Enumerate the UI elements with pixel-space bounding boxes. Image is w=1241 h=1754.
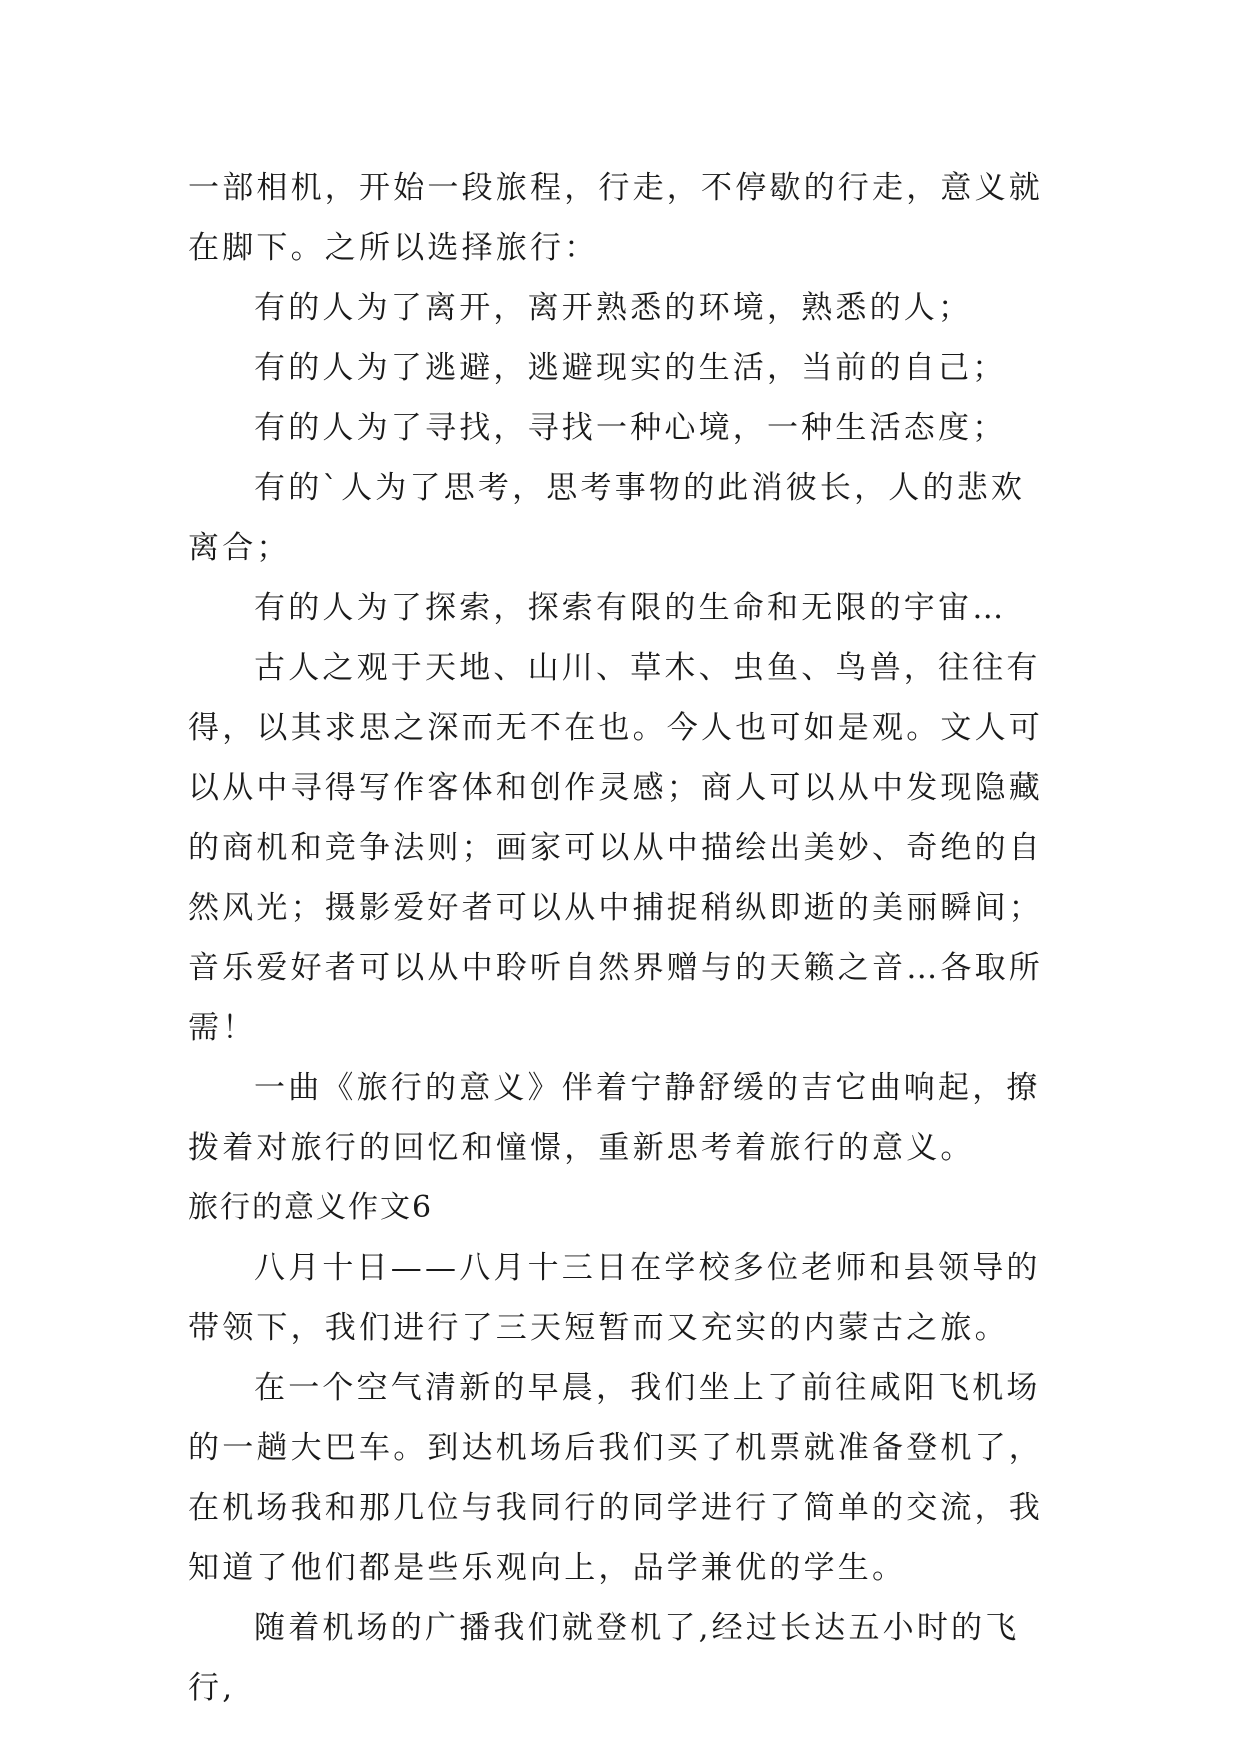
paragraph: 在一个空气清新的早晨，我们坐上了前往咸阳飞机场的一趟大巴车。到达机场后我们买了机票就准备登机了，在机场我和那几位与我同行的同学进行了简单的交流，我知道了他们都是些乐观向上，品学兼优的学生。 [188, 1370, 1043, 1586]
section-heading: 旅行的意义作文6 [188, 1190, 434, 1225]
document-body [188, 158, 1058, 1718]
paragraph: 有的人为了逃避，逃避现实的生活，当前的自己； [254, 350, 1007, 386]
paragraph: 随着机场的广播我们就登机了,经过长达五小时的飞行, [188, 1610, 1020, 1706]
paragraph: 八月十日——八月十三日在学校多位老师和县领导的带领下，我们进行了三天短暂而又充实的内蒙古之旅。 [188, 1250, 1041, 1346]
paragraph: 有的`人为了思考，思考事物的此消彼长，人的悲欢离合； [188, 470, 1026, 566]
paragraph: 古人之观于天地、山川、草木、虫鱼、鸟兽，往往有得，以其求思之深而无不在也。今人也可如是观。文人可以从中寻得写作客体和创作灵感；商人可以从中发现隐藏的商机和竞争法则；画家可以从中描绘出美妙、奇绝的自然风光；摄影爱好者可以从中捕捉稍纵即逝的美丽瞬间；音乐爱好者可以从中聆听自然界赠与的天籁之音…各取所需！ [188, 650, 1043, 1046]
paragraph: 有的人为了离开，离开熟悉的环境，熟悉的人； [254, 290, 973, 326]
paragraph: 一部相机，开始一段旅程，行走，不停歇的行走，意义就在脚下。之所以选择旅行： [188, 170, 1043, 266]
paragraph: 有的人为了寻找，寻找一种心境，一种生活态度； [254, 410, 1007, 446]
paragraph: 有的人为了探索，探索有限的生命和无限的宇宙… [254, 590, 1007, 626]
paragraph: 一曲《旅行的意义》伴着宁静舒缓的吉它曲响起，撩拨着对旅行的回忆和憧憬，重新思考着旅行的意义。 [188, 1070, 1041, 1166]
